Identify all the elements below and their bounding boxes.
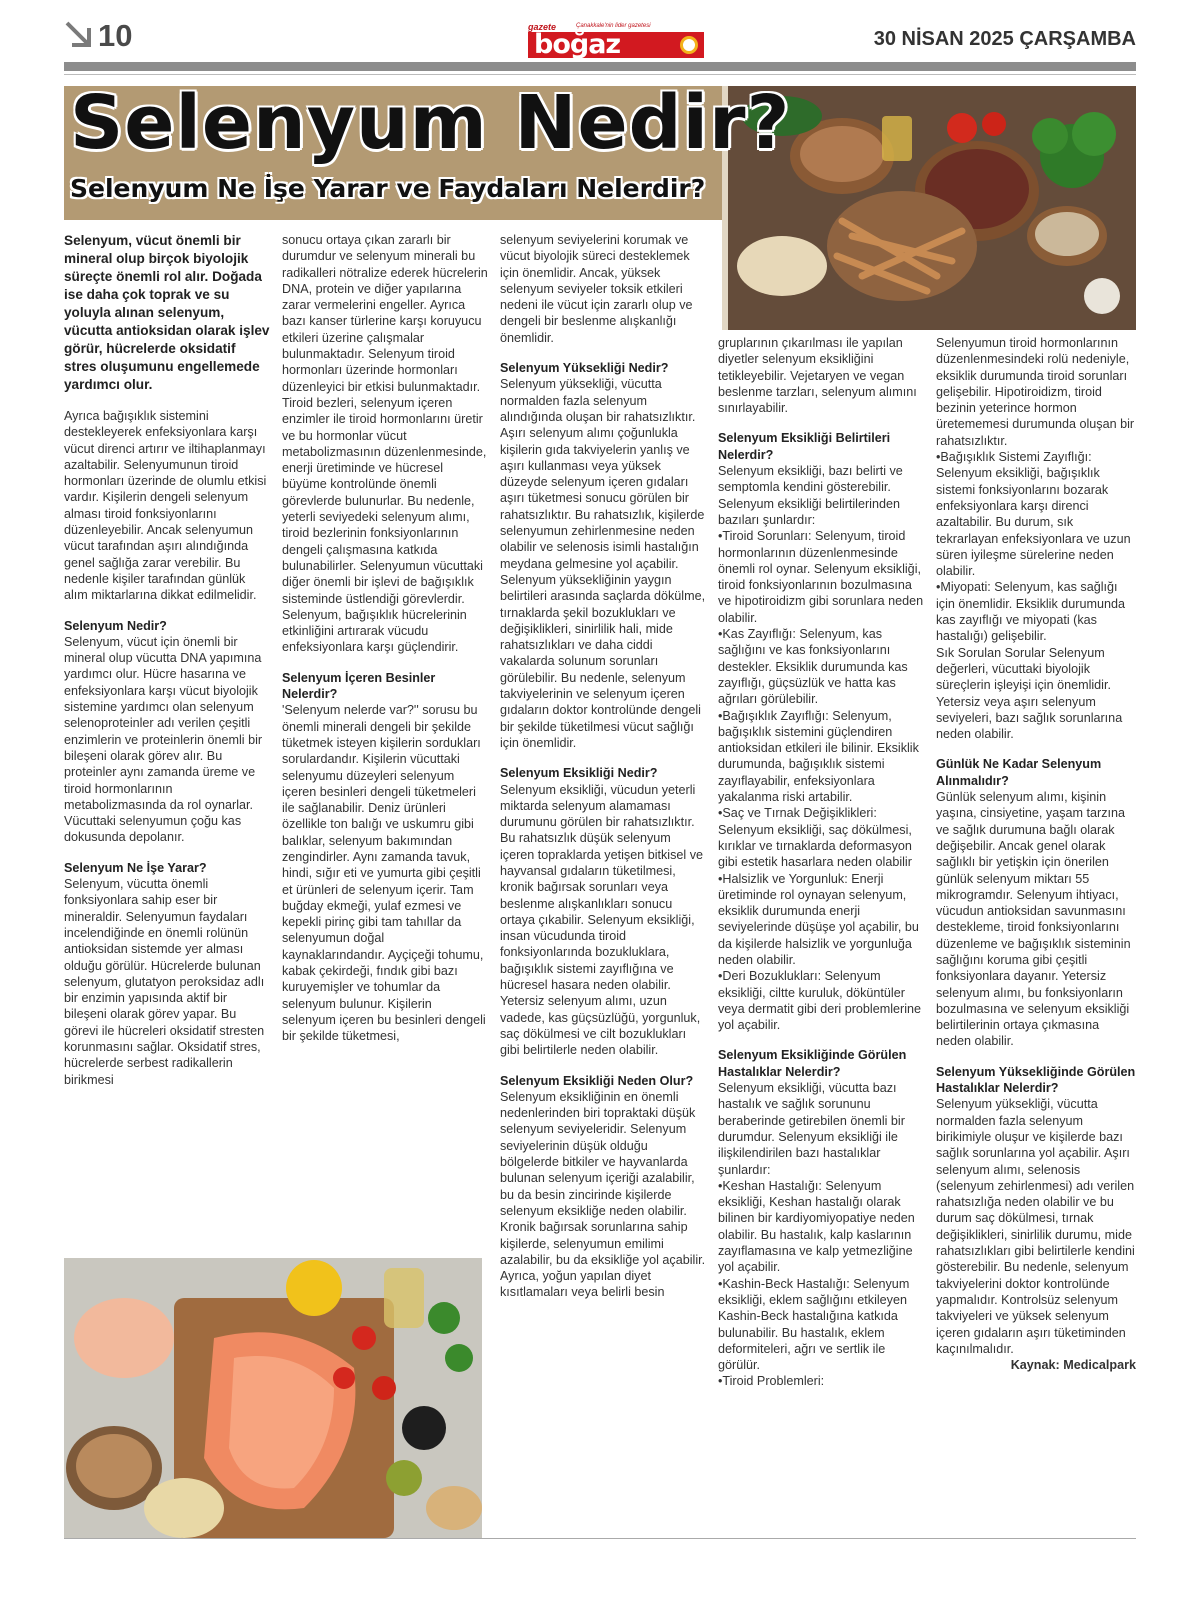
section-heading: Selenyum Eksikliğinde Görülen Hastalıklar Nelerdir? [718,1048,907,1079]
paragraph: selenyum seviyelerini korumak ve vücut biyolojik süreci desteklemek için önemlidir. Ancak, yüksek selenyum seviyeler toksik etkileri nedeni ile vücut için zararlı olup ve dengeli bir beslenme alışkanlığı önemlidir. [500,233,693,345]
paragraph: Selenyum yüksekliği, vücutta normalden fazla selenyum alındığında oluşan bir rahatsızlıktır. Aşırı selenyum alımı çoğunlukla kişilerin gıda takviyelerin yanlış ve aşırı kullanması veya yüksek düzeyde selenyum içeren gıdaları aşırı tüketmesi sonucu görülen bir rahatsızlıktır. Bu rahatsızlık, kişilerde selenyumun zehirlenmesine neden olabilir ve selenosis isimli hastalığın meydana gelmesine yol açabilir. Selenyum yüksekliğinin yaygın belirtileri arasında saçlarda dökülme, tırnaklarda şekil bozuklukları ve değişiklikleri, sinirlilik hali, mide rahatsızlıkları ve daha ciddi vakalarda solunum sorunları görülebilir. Bu nedenle, selenyum takviyelerinin ve selenyum içeren gıdaların doktor kontrolünde dengeli bir şekilde tüketilmesi vücut sağlığı için önemlidir. [500,377,706,750]
bullet-item: •Miyopati: Selenyum, kas sağlığı için önemlidir. Eksiklik durumunda kas zayıflığı ve miyopati (kas hastalığı) gelişebilir. [936,580,1125,644]
lead-paragraph: Selenyum, vücut önemli bir mineral olup birçok biyolojik süreçte önemli rol alır. Doğada ise daha çok toprak ve su yoluyla alınan selenyum, vücutta antioksidan olarak işlev görür, hücrelerde oksidatif stres oluşumunu engellemede yardımcı olur. [64,233,270,392]
header-rule-thin [64,74,1136,75]
section-heading: Selenyum Nedir? [64,618,167,633]
article-column-5 [936,335,1136,1373]
article-column-4 [718,335,924,1390]
paragraph: Selenyum eksikliğinin en önemli nedenlerinden biri topraktaki düşük selenyum seviyeleridir. Selenyum seviyelerinin düşük olduğu bölgelerde bitkiler ve hayvanlarda bulunan selenyum içeriği azalabilir, bu da besin zincirinde kişilerde selenyum eksikliğe neden olabilir. Kronik bağırsak sorunlarına sahip kişilerde, selenyumun emilimi azalabilir, bu da eksikliğe yol açabilir. Ayrıca, yoğun yapılan diyet kısıtlamaları veya belirli besin [500,1089,706,1300]
article-column-1 [64,232,270,1088]
paragraph: Günlük selenyum alımı, kişinin yaşına, cinsiyetine, yaşam tarzına ve sağlık durumuna bağlı olarak değişebilir. Ancak genel olarak sağlıklı bir yetişkin için önerilen günlük selenyum miktarı 55 mikrogramdır. Selenyum ihtiyacı, vücudun antioksidan savunmasını destekleme, tiroid fonksiyonlarını düzenleme ve bağışıklık sisteminin sağlığını koruma gibi çeşitli fonksiyonlara dayanır. Yetersiz selenyum alımı, bu fonksiyonların bozulmasına ve selenyum eksikliği belirtilerinin ortaya çıkmasına neden olabilir. [936,790,1131,1049]
article-column-3 [500,232,706,1301]
header-rule [64,62,1136,71]
paragraph: Selenyum, vücutta önemli fonksiyonlara sahip eser bir mineraldir. Selenyumun faydaları incelendiğinde en önemli rolünün antioksidan sistemde yer alması olduğu görülür. Hücrelerde bulunan selenyum, glutatyon peroksidaz adlı bir enzimin yapısında aktif bir bileşeni olarak görev yapar. Bu görevi ile hücreleri oksidatif stresten korunmasını sağlar. Oksidatif stres, hücrelerde serbest radikallerin birikmesi [64,877,265,1087]
bullet-item: •Kashin-Beck Hastalığı: Selenyum eksikliği, eklem sağlığını etkileyen Kashin-Beck hastalığına katkıda bulunabilir. Bu hastalık, eklem deformiteleri, ağrı ve sertlik ile görülür. [718,1276,910,1373]
bullet-item: •Bağışıklık Sistemi Zayıflığı: Selenyum eksikliği, bağışıklık sistemi fonksiyonlarını bozarak enfeksiyonlara karşı direnci azaltabilir. Bu durum, sık tekrarlayan enfeksiyonlara ve uzun süren iyileşme sürelerine neden olabilir. [936,450,1131,579]
bullet-item: •Tiroid Problemleri: [718,1374,825,1389]
article-subtitle: Selenyum Ne İşe Yarar ve Faydaları Nelerdir? [70,174,706,203]
section-heading: Selenyum Eksikliği Belirtileri Nelerdir? [718,431,891,462]
bullet-item: •Bağışıklık Zayıflığı: Selenyum, bağışıklık sistemini güçlendiren antioksidan etkileri ile bilinir. Eksiklik durumunda, bağışıklık sistemi zayıflayabilir, enfeksiyonlara yakalanma riski artabilir. [718,708,919,805]
paragraph: Selenyum, vücut için önemli bir mineral olup vücutta DNA yapımına yardımcı olur. Hücre hasarına ve enfeksiyonlara karşı vücut biyolojik sistemine yardımcı olan selenyum selenoproteinler adı verilen çeşitli enzimlerin ve proteinlerin önemli bir bileşeni olarak görev alır. Bu proteinler aynı zamanda üreme ve tiroid hormonlarının metabolizmasında da rol oynarlar. Vücuttaki selenyumun çoğu kas dokusunda depolanır. [64,634,263,845]
bullet-item: •Deri Bozuklukları: Selenyum eksikliği, ciltte kuruluk, döküntüler veya dermatit gibi deri problemlerine yol açabilir. [718,969,921,1033]
page-number: 10 [98,18,133,53]
paragraph: Sık Sorulan Sorular Selenyum değerleri, vücuttaki biyolojik süreçlerin işleyişi için önemlidir. Yetersiz veya aşırı selenyum seviyeleri, bazı sağlık sorunlarına neden olabilir. [936,645,1123,742]
page-header [64,18,1136,64]
paragraph: Selenyum eksikliği, bazı belirti ve semptomla kendini gösterebilir. Selenyum eksikliği belirtilerinden bazıları şunlardır: [718,464,903,527]
bullet-item: •Saç ve Tırnak Değişiklikleri: Selenyum eksikliği, saç dökülmesi, kırıklar ve tırnaklarda deformasyon gibi estetik hasarlara neden olabilir [718,806,912,870]
paragraph: 'Selenyum nelerde var?'' sorusu bu önemli minerali dengeli bir şekilde tüketmek isteyen kişilerin sordukları sorulardandır. Kişilerin vücuttaki selenyumu düzeyleri selenyum içeren besinleri dengeli tüketmeleri ile sağlanabilir. Deniz ürünleri özellikle ton balığı ve uskumru gibi balıklar, selenyum bakımından zengindirler. Aynı zamanda tavuk, hindi, sığır eti ve yumurta gibi çeşitli et ürünleri de selenyum içerir. Tam buğday ekmeği, yulaf ezmesi ve kepekli pirinç gibi tam tahıllar da selenyumun doğal kaynaklarındandır. Ayçiçeği tohumu, kabak çekirdeği, fındık gibi bazı kuruyemişler ve tohumlar da selenyum bulunur. Kişilerin selenyum içeren bu besinleri dengeli bir şekilde tüketmesi, [282,703,486,1044]
paragraph: Selenyumun tiroid hormonlarının düzenlenmesindeki rolü nedeniyle, eksiklik durumunda tiroid sorunları gelişebilir. Hipotiroidizm, tiroid bezinin yeterince hormon üretememesi durumunda oluşan bir rahatsızlıktır. [936,336,1135,448]
article-title: Selenyum Nedir? [70,80,791,166]
paragraph: Selenyum yüksekliği, vücutta normalden fazla selenyum birikimiyle oluşur ve kişilerde bazı sağlık sorunlarına yol açabilir. Aşırı selenyum alımı, selenosis (selenyum zehirlenmesi) adı verilen rahatsızlığa neden olabilir ve bu durum saç dökülmesi, tırnak değişiklikleri, sinirlilik durumu, mide rahatsızlıkları gibi belirtilerle kendini gösterebilir. Bu nedenle, selenyum takviyelerini doktor kontrolünde yapmalıdır. Kontrolsüz selenyum takviyeleri ve yüksek selenyum içeren gıdaların aşırı tüketiminden kaçınılmalıdır. [936,1097,1135,1356]
newspaper-logo: gazete Çanakkale'nin lider gazetesi boğaz [528,22,704,60]
section-heading: Selenyum İçeren Besinler Nelerdir? [282,670,436,702]
section-heading: Günlük Ne Kadar Selenyum Alınmalıdır? [936,757,1102,788]
logo-sun-icon [680,36,698,54]
paragraph: Selenyum eksikliği, vücutta bazı hastalık ve sağlık sorununu beraberinde getirebilen önemli bir durumdur. Selenyum eksikliği ile ilişkilendirilen bazı hastalıklar şunlardır: [718,1081,905,1177]
section-heading: Selenyum Ne İşe Yarar? [64,860,207,875]
paragraph: gruplarının çıkarılması ile yapılan diyetler selenyum eksikliğini tetikleyebilir. Vejetaryen ve vegan beslenme tarzları, selenyum alımını sınırlayabilir. [718,336,917,416]
bullet-item: •Tiroid Sorunları: Selenyum, tiroid hormonlarının düzenlenmesinde önemli rol oynar. Selenyum eksikliği, tiroid fonksiyonlarının bozulmasına ve hipotiroidizm gibi sorunlara neden olabilir. [718,529,924,625]
section-heading: Selenyum Yüksekliğinde Görülen Hastalıklar Nelerdir? [936,1064,1136,1096]
section-heading: Selenyum Eksikliği Neden Olur? [500,1073,694,1088]
paragraph: Ayrıca bağışıklık sistemini destekleyerek enfeksiyonlara karşı vücut direnci artırır ve iltihaplanmayı azaltabilir. Selenyumunun tiroid hormonları üzerinde de olumlu etkisi vardır. Kişilerin dengeli selenyum alması tiroid fonksiyonlarını düzenleyebilir. Ancak selenyumun vücut tarafından aşırı alındığında genel sağlığa zarar verebilir. Bu nedenle kişiler tarafından günlük alım miktarlarına dikkat edilmelidir. [64,409,267,603]
article-source: Kaynak: Medicalpark [1010,1358,1136,1373]
bullet-item: •Halsizlik ve Yorgunluk: Enerji üretiminde rol oynayan selenyum, eksiklik durumunda enerji seviyelerinde düşüşe yol açabilir, bu da kişilerde halsizlik ve yorgunluğa neden olabilir. [718,871,919,967]
issue-date: 30 NİSAN 2025 ÇARŞAMBA [873,28,1136,50]
paragraph: sonucu ortaya çıkan zararlı bir durumdur ve selenyum minerali bu radikalleri nötralize ederek hücrelerin DNA, protein ve diğer yapılarına zarar vermelerini engeller. Ayrıca bazı kanser türlerine karşı koruyucu etkileri üzerine çalışmalar bulunmaktadır. Selenyum tiroid hormonları üzerinde hormonları düzenleyici bir etkisi bulunmaktadır. Tiroid bezleri, selenyum içeren enzimler ile tiroid hormonlarını üretir ve bu hormonlar vücut metabolizmasının düzenlenmesinde, enerji üretiminde ve hücresel büyüme kontrolünde önemli görevlerde bulunurlar. Bu nedenle, yeterli seviyedeki selenyum alımı, tiroid bezlerinin fonksiyonlarının dengeli çalışmasına katkıda bulunabilirler. Selenyumun vücuttaki diğer önemli bir işlevi de bağışıklık sisteminde üstlendiği görevlerdir. Selenyum, bağışıklık hücrelerinin etkinliğini artırarak vücudu enfeksiyonlara karşı güçlendirir. [282,233,488,655]
bullet-item: •Keshan Hastalığı: Selenyum eksikliği, Keshan hastalığı olarak bilinen bir kardiyomiyopatiye neden olabilir. Bu hastalık, kalp kaslarının zayıflamasına ve kalp yetmezliğine yol açabilir. [718,1178,915,1275]
arrow-down-right-icon [64,20,94,50]
food-photo-bottom [64,1258,482,1538]
bullet-item: •Kas Zayıflığı: Selenyum, kas sağlığını ve kas fonksiyonlarını destekler. Eksiklik durumunda kas zayıflığı, güçsüzlük ve hatta kas ağrıları görülebilir. [718,627,908,707]
section-heading: Selenyum Yüksekliği Nedir? [500,361,669,376]
article-column-2 [282,232,488,1045]
bottom-rule [64,1538,1136,1539]
section-heading: Selenyum Eksikliği Nedir? [500,766,658,781]
paragraph: Selenyum eksikliği, vücudun yeterli miktarda selenyum alamaması durumunu görülen bir rahatsızlıktır. Bu rahatsızlık düşük selenyum içeren topraklarda yetişen bitkisel ve hayvansal gıdaların tüketilmesi, kronik bağırsak sorunları veya beslenme alışkanlıkları sonucu ortaya çıkabilir. Selenyum eksikliği, insan vücudunda tiroid fonksiyonlarında bozukluklara, bağışıklık sistemi zayıflığına ve hücresel hasara neden olabilir. Yetersiz selenyum alımı, uzun vadede, kas güçsüzlüğü, yorgunluk, saç dökülmesi ve cilt bozuklukları gibi belirtilerle neden olabilir. [500,782,704,1058]
